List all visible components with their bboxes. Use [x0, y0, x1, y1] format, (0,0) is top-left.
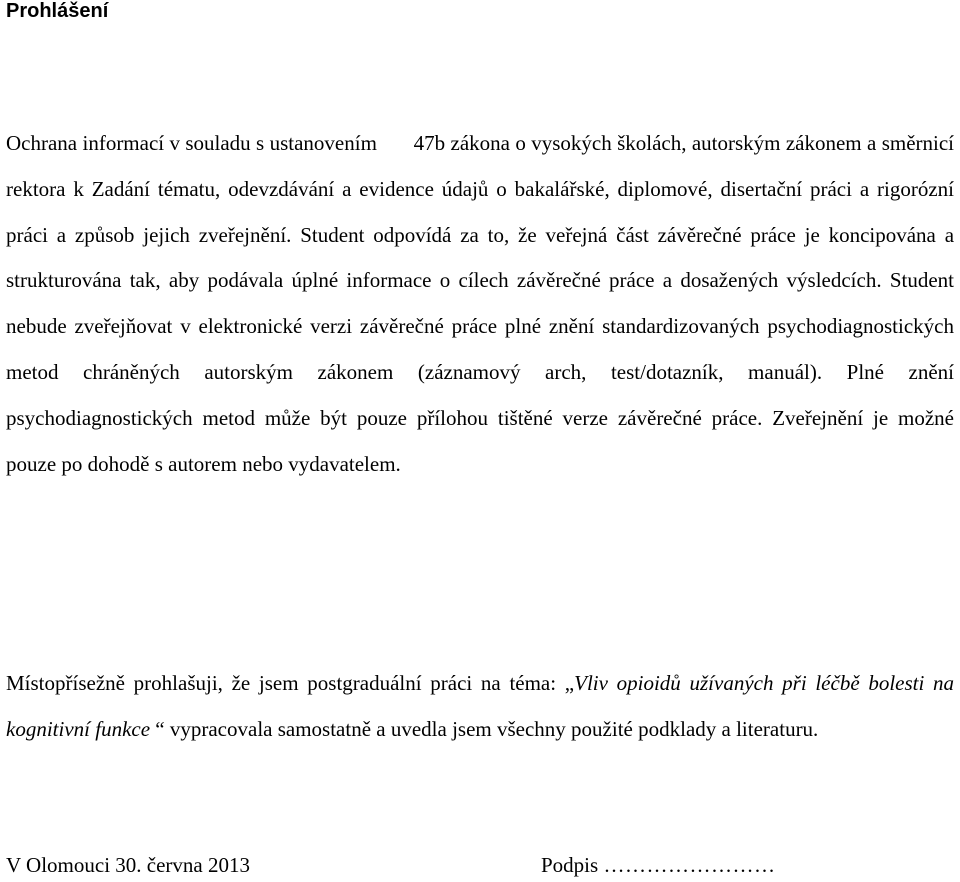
page-title: Prohlášení — [6, 0, 109, 22]
opening-quote: „ — [564, 671, 575, 695]
declaration-paragraph-authorship — [6, 661, 954, 753]
signature-label: Podpis — [541, 853, 599, 877]
signature-dots: …………………… — [603, 853, 776, 877]
sentence-5: Zveřejnění je možné pouze po dohodě s autorem nebo vydavatelem. — [6, 405, 954, 476]
sentence-2: Student odpovídá za to, že veřejná část závěrečné práce je koncipována a strukturována tak, aby podávala úplné informace o cílech závěrečné práce a dosažených výsledcích. — [6, 222, 955, 293]
closing-quote: “ — [155, 716, 165, 741]
affirmation-intro: Místopřísežně prohlašuji, že jsem postgraduální práci na téma: — [6, 671, 557, 695]
thesis-title: Vliv opioidů užívaných při léčbě bolesti na kognitivní funkce — [6, 671, 955, 741]
place-and-date: V Olomouci 30. června 2013 — [6, 853, 250, 877]
sentence-1-end: 47b zákona o vysokých školách, autorským zákonem a směrnicí rektora k Zadání tématu, odevzdávání a evidence údajů o bakalářské, diplomové, disertační práci a rigorózní práci a způsob jejich zveřejnění. — [6, 131, 955, 247]
signature-line — [541, 848, 775, 882]
sentence-4: Plné znění psychodiagnostických metod může být pouze přílohou tištěné verze závěrečné práce. — [6, 359, 955, 430]
declaration-paragraph-publication — [6, 121, 954, 487]
sentence-3: Student nebude zveřejňovat v elektronické verzi závěrečné práce plné znění standardizovaných psychodiagnostických metod chráněných autorským zákonem (záznamový arch, test/dotazník, manuál). — [6, 268, 954, 384]
affirmation-outro: vypracovala samostatně a uvedla jsem všechny použité podklady a literaturu. — [164, 716, 819, 741]
sentence-1-start: Ochrana informací v souladu s ustanovením — [6, 131, 377, 155]
